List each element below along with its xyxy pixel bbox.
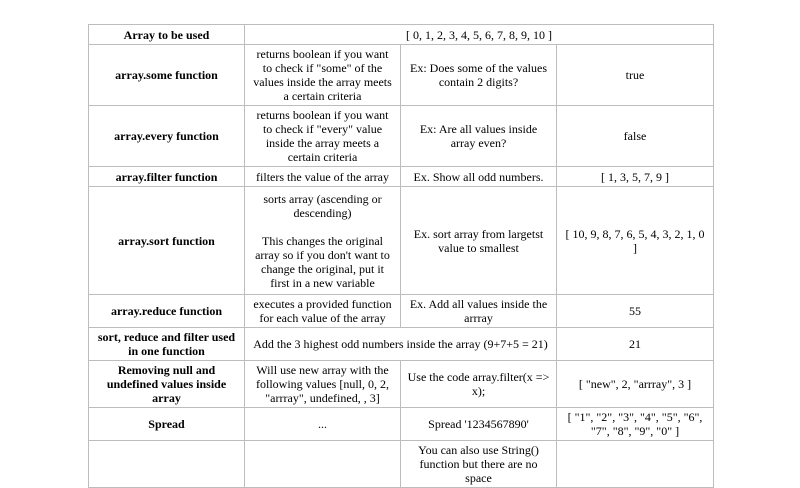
function-result: [ 1, 3, 5, 7, 9 ] <box>557 167 714 187</box>
table-row <box>89 441 714 488</box>
function-description: sorts array (ascending or descending) <box>263 191 382 220</box>
function-name: array.some function <box>89 45 245 106</box>
function-description: returns boolean if you want to check if "every" value inside the array meets a certain criteria <box>245 106 401 167</box>
function-description: ... <box>245 408 401 441</box>
function-example: Ex. Show all odd numbers. <box>401 167 557 187</box>
function-example: Ex. Add all values inside the arrray <box>401 295 557 328</box>
table-row <box>89 106 714 167</box>
function-example: Spread '1234567890' <box>401 408 557 441</box>
table-row <box>89 408 714 441</box>
table-row <box>89 167 714 187</box>
function-name: array.every function <box>89 106 245 167</box>
function-result: [ "new", 2, "arrray", 3 ] <box>557 361 714 408</box>
function-name <box>89 441 245 488</box>
function-result: 21 <box>557 328 714 361</box>
function-description: filters the value of the array <box>245 167 401 187</box>
function-description: returns boolean if you want to check if "some" of the values inside the array meets a certain criteria <box>245 45 401 106</box>
table-row <box>89 187 714 295</box>
function-result: 55 <box>557 295 714 328</box>
function-result: [ "1", "2", "3", "4", "5", "6", "7", "8", "9", "0" ] <box>557 408 714 441</box>
combined-description: Add the 3 highest odd numbers inside the array (9+7+5 = 21) <box>245 328 557 361</box>
function-example: Ex: Are all values inside array even? <box>401 106 557 167</box>
function-example: You can also use String() function but there are no space <box>401 441 557 488</box>
function-name: array.reduce function <box>89 295 245 328</box>
function-description: executes a provided function for each value of the array <box>245 295 401 328</box>
function-description-cell <box>245 187 401 295</box>
function-result: false <box>557 106 714 167</box>
function-description: Will use new array with the following values [null, 0, 2, "arrray", undefined, , 3] <box>245 361 401 408</box>
function-result: [ 10, 9, 8, 7, 6, 5, 4, 3, 2, 1, 0 ] <box>557 187 714 295</box>
function-name: array.sort function <box>89 187 245 295</box>
function-name: sort, reduce and filter used in one function <box>89 328 245 361</box>
table-row <box>89 328 714 361</box>
function-name: Spread <box>89 408 245 441</box>
array-methods-table <box>88 24 714 488</box>
function-result: true <box>557 45 714 106</box>
table-row <box>89 295 714 328</box>
table-row-header <box>89 25 714 45</box>
header-array-value: [ 0, 1, 2, 3, 4, 5, 6, 7, 8, 9, 10 ] <box>245 25 714 45</box>
function-description <box>245 441 401 488</box>
table-row <box>89 45 714 106</box>
function-example: Use the code array.filter(x => x); <box>401 361 557 408</box>
function-description-note: This changes the original array so if you don't want to change the original, put it first in a new variable <box>255 233 390 290</box>
function-example: Ex. sort array from largetst value to smallest <box>401 187 557 295</box>
header-label: Array to be used <box>89 25 245 45</box>
function-name: Removing null and undefined values inside array <box>89 361 245 408</box>
function-result <box>557 441 714 488</box>
function-name: array.filter function <box>89 167 245 187</box>
function-example: Ex: Does some of the values contain 2 digits? <box>401 45 557 106</box>
table-row <box>89 361 714 408</box>
